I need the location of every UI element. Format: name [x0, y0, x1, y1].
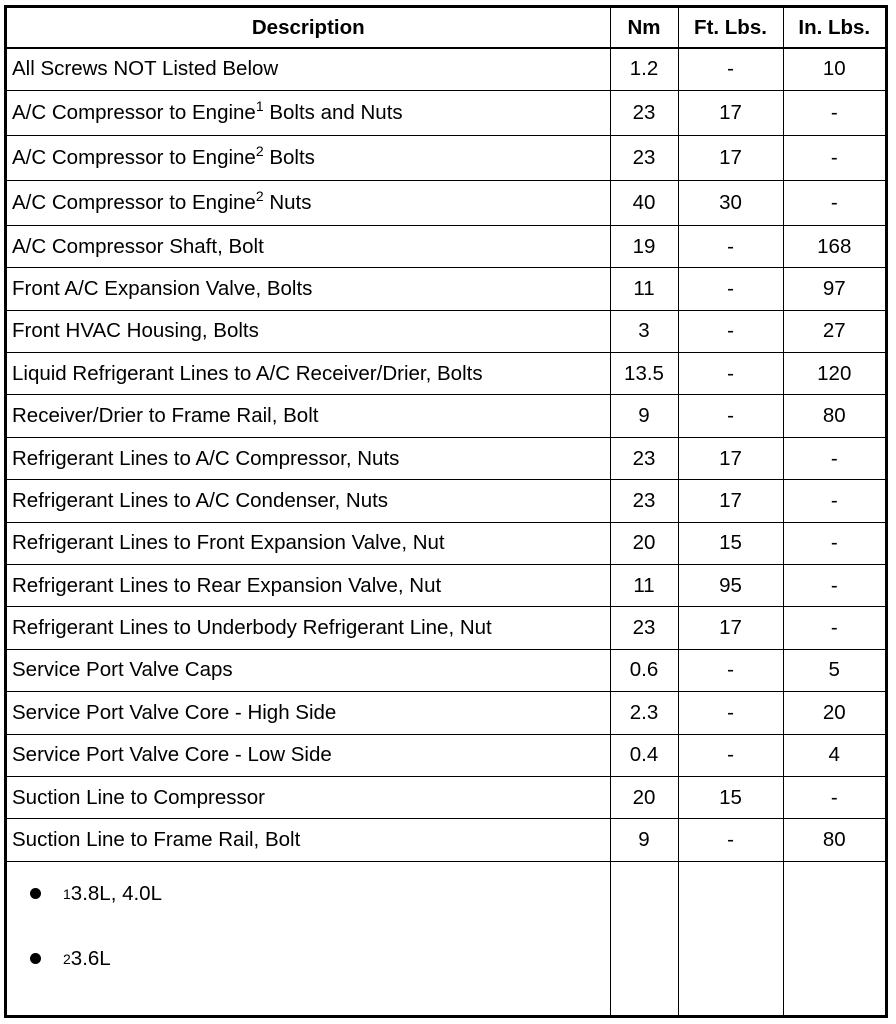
- description-cell: [7, 48, 610, 90]
- footnote-marker: 2: [255, 187, 264, 204]
- ft-lbs-cell: 95: [678, 565, 783, 607]
- ft-lbs-cell: -: [678, 48, 783, 90]
- table-row: [7, 734, 885, 776]
- column-header-ft-lbs: Ft. Lbs.: [678, 8, 783, 48]
- ft-lbs-cell: -: [678, 692, 783, 734]
- torque-spec-table: [7, 8, 885, 1015]
- description-cell: [7, 480, 610, 522]
- table-row: [7, 395, 885, 437]
- ft-lbs-cell: -: [678, 353, 783, 395]
- table-row: [7, 437, 885, 479]
- description-suffix: Bolts: [263, 145, 315, 169]
- description-cell: [7, 776, 610, 818]
- table-row: [7, 649, 885, 691]
- notes-row: [7, 861, 885, 1015]
- table-row: [7, 135, 885, 180]
- ft-lbs-cell: 17: [678, 135, 783, 180]
- ft-lbs-cell: 17: [678, 437, 783, 479]
- in-lbs-cell: -: [783, 480, 885, 522]
- table-row: [7, 565, 885, 607]
- table-row: [7, 522, 885, 564]
- table-row: [7, 607, 885, 649]
- in-lbs-cell: -: [783, 437, 885, 479]
- empty-in-lbs-cell: [783, 861, 885, 1015]
- description-cell: [7, 310, 610, 352]
- nm-cell: 0.6: [610, 649, 678, 691]
- description-cell: [7, 649, 610, 691]
- description-text: Service Port Valve Core - High Side: [12, 700, 337, 724]
- table-row: [7, 776, 885, 818]
- in-lbs-cell: 97: [783, 268, 885, 310]
- table-row: [7, 692, 885, 734]
- description-text: Suction Line to Compressor: [12, 785, 265, 809]
- description-text: Front A/C Expansion Valve, Bolts: [12, 276, 313, 300]
- nm-cell: 11: [610, 565, 678, 607]
- ft-lbs-cell: -: [678, 310, 783, 352]
- ft-lbs-cell: 17: [678, 480, 783, 522]
- description-text: Refrigerant Lines to Rear Expansion Valve, Nut: [12, 573, 442, 597]
- ft-lbs-cell: -: [678, 225, 783, 267]
- table-row: [7, 48, 885, 90]
- ft-lbs-cell: 15: [678, 522, 783, 564]
- in-lbs-cell: 80: [783, 395, 885, 437]
- description-text: Refrigerant Lines to Front Expansion Valve, Nut: [12, 531, 445, 555]
- in-lbs-cell: -: [783, 776, 885, 818]
- table-row: [7, 90, 885, 135]
- in-lbs-cell: -: [783, 565, 885, 607]
- footnote-text: 3.6L: [70, 946, 111, 970]
- header-row: [7, 8, 885, 48]
- footnotes-cell: [7, 861, 610, 1015]
- in-lbs-cell: 5: [783, 649, 885, 691]
- table-row: [7, 310, 885, 352]
- nm-cell: 9: [610, 395, 678, 437]
- description-cell: [7, 90, 610, 135]
- nm-cell: 11: [610, 268, 678, 310]
- fastener-torque-table: [4, 5, 888, 1018]
- description-text: A/C Compressor to Engine: [12, 190, 256, 214]
- description-text: Service Port Valve Core - Low Side: [12, 743, 332, 767]
- description-cell: [7, 395, 610, 437]
- nm-cell: 23: [610, 135, 678, 180]
- ft-lbs-cell: 15: [678, 776, 783, 818]
- in-lbs-cell: 27: [783, 310, 885, 352]
- description-cell: [7, 522, 610, 564]
- nm-cell: 13.5: [610, 353, 678, 395]
- footnote-marker: 2: [255, 142, 264, 159]
- nm-cell: 9: [610, 819, 678, 861]
- description-text: Front HVAC Housing, Bolts: [12, 319, 259, 343]
- ft-lbs-cell: -: [678, 734, 783, 776]
- in-lbs-cell: 20: [783, 692, 885, 734]
- nm-cell: 20: [610, 522, 678, 564]
- description-cell: [7, 565, 610, 607]
- description-cell: [7, 607, 610, 649]
- nm-cell: 40: [610, 180, 678, 225]
- description-suffix: Nuts: [263, 190, 312, 214]
- description-cell: [7, 353, 610, 395]
- nm-cell: 23: [610, 480, 678, 522]
- ft-lbs-cell: -: [678, 649, 783, 691]
- description-text: A/C Compressor Shaft, Bolt: [12, 234, 264, 258]
- description-cell: [7, 437, 610, 479]
- description-text: Suction Line to Frame Rail, Bolt: [12, 828, 301, 852]
- description-cell: [7, 135, 610, 180]
- footnote-text: 3.8L, 4.0L: [70, 881, 162, 905]
- ft-lbs-cell: 17: [678, 90, 783, 135]
- nm-cell: 23: [610, 90, 678, 135]
- ft-lbs-cell: -: [678, 395, 783, 437]
- in-lbs-cell: -: [783, 180, 885, 225]
- ft-lbs-cell: 17: [678, 607, 783, 649]
- nm-cell: 23: [610, 607, 678, 649]
- in-lbs-cell: 10: [783, 48, 885, 90]
- bullet-icon: [30, 888, 41, 899]
- table-row: [7, 353, 885, 395]
- column-header-nm: Nm: [610, 8, 678, 48]
- table-row: [7, 819, 885, 861]
- bullet-icon: [30, 953, 41, 964]
- description-text: Liquid Refrigerant Lines to A/C Receiver/Drier, Bolts: [12, 361, 483, 385]
- in-lbs-cell: -: [783, 135, 885, 180]
- description-text: A/C Compressor to Engine: [12, 100, 256, 124]
- column-header-in-lbs: In. Lbs.: [783, 8, 885, 48]
- ft-lbs-cell: 30: [678, 180, 783, 225]
- nm-cell: 1.2: [610, 48, 678, 90]
- table-row: [7, 180, 885, 225]
- nm-cell: 0.4: [610, 734, 678, 776]
- in-lbs-cell: 4: [783, 734, 885, 776]
- footnote-item: 1 3.8L, 4.0L: [12, 874, 610, 914]
- description-cell: [7, 180, 610, 225]
- in-lbs-cell: -: [783, 90, 885, 135]
- description-cell: [7, 268, 610, 310]
- empty-ft-lbs-cell: [678, 861, 783, 1015]
- nm-cell: 3: [610, 310, 678, 352]
- nm-cell: 20: [610, 776, 678, 818]
- description-text: Refrigerant Lines to A/C Condenser, Nuts: [12, 488, 389, 512]
- in-lbs-cell: 80: [783, 819, 885, 861]
- description-cell: [7, 819, 610, 861]
- table-row: [7, 268, 885, 310]
- description-text: A/C Compressor to Engine: [12, 145, 256, 169]
- in-lbs-cell: -: [783, 522, 885, 564]
- ft-lbs-cell: -: [678, 268, 783, 310]
- column-header-description: Description: [7, 8, 610, 48]
- description-text: Service Port Valve Caps: [12, 658, 233, 682]
- table-row: [7, 225, 885, 267]
- nm-cell: 23: [610, 437, 678, 479]
- description-cell: [7, 734, 610, 776]
- description-text: Receiver/Drier to Frame Rail, Bolt: [12, 404, 319, 428]
- nm-cell: 2.3: [610, 692, 678, 734]
- description-suffix: Bolts and Nuts: [263, 100, 403, 124]
- empty-nm-cell: [610, 861, 678, 1015]
- table-body: [7, 48, 885, 1015]
- description-cell: [7, 692, 610, 734]
- description-cell: [7, 225, 610, 267]
- in-lbs-cell: 120: [783, 353, 885, 395]
- table-row: [7, 480, 885, 522]
- footnote-marker: 1: [255, 97, 264, 114]
- footnote-item: 2 3.6L: [12, 939, 610, 979]
- description-text: Refrigerant Lines to Underbody Refrigerant Line, Nut: [12, 616, 492, 640]
- in-lbs-cell: -: [783, 607, 885, 649]
- in-lbs-cell: 168: [783, 225, 885, 267]
- nm-cell: 19: [610, 225, 678, 267]
- description-text: All Screws NOT Listed Below: [12, 57, 279, 81]
- ft-lbs-cell: -: [678, 819, 783, 861]
- description-text: Refrigerant Lines to A/C Compressor, Nuts: [12, 446, 400, 470]
